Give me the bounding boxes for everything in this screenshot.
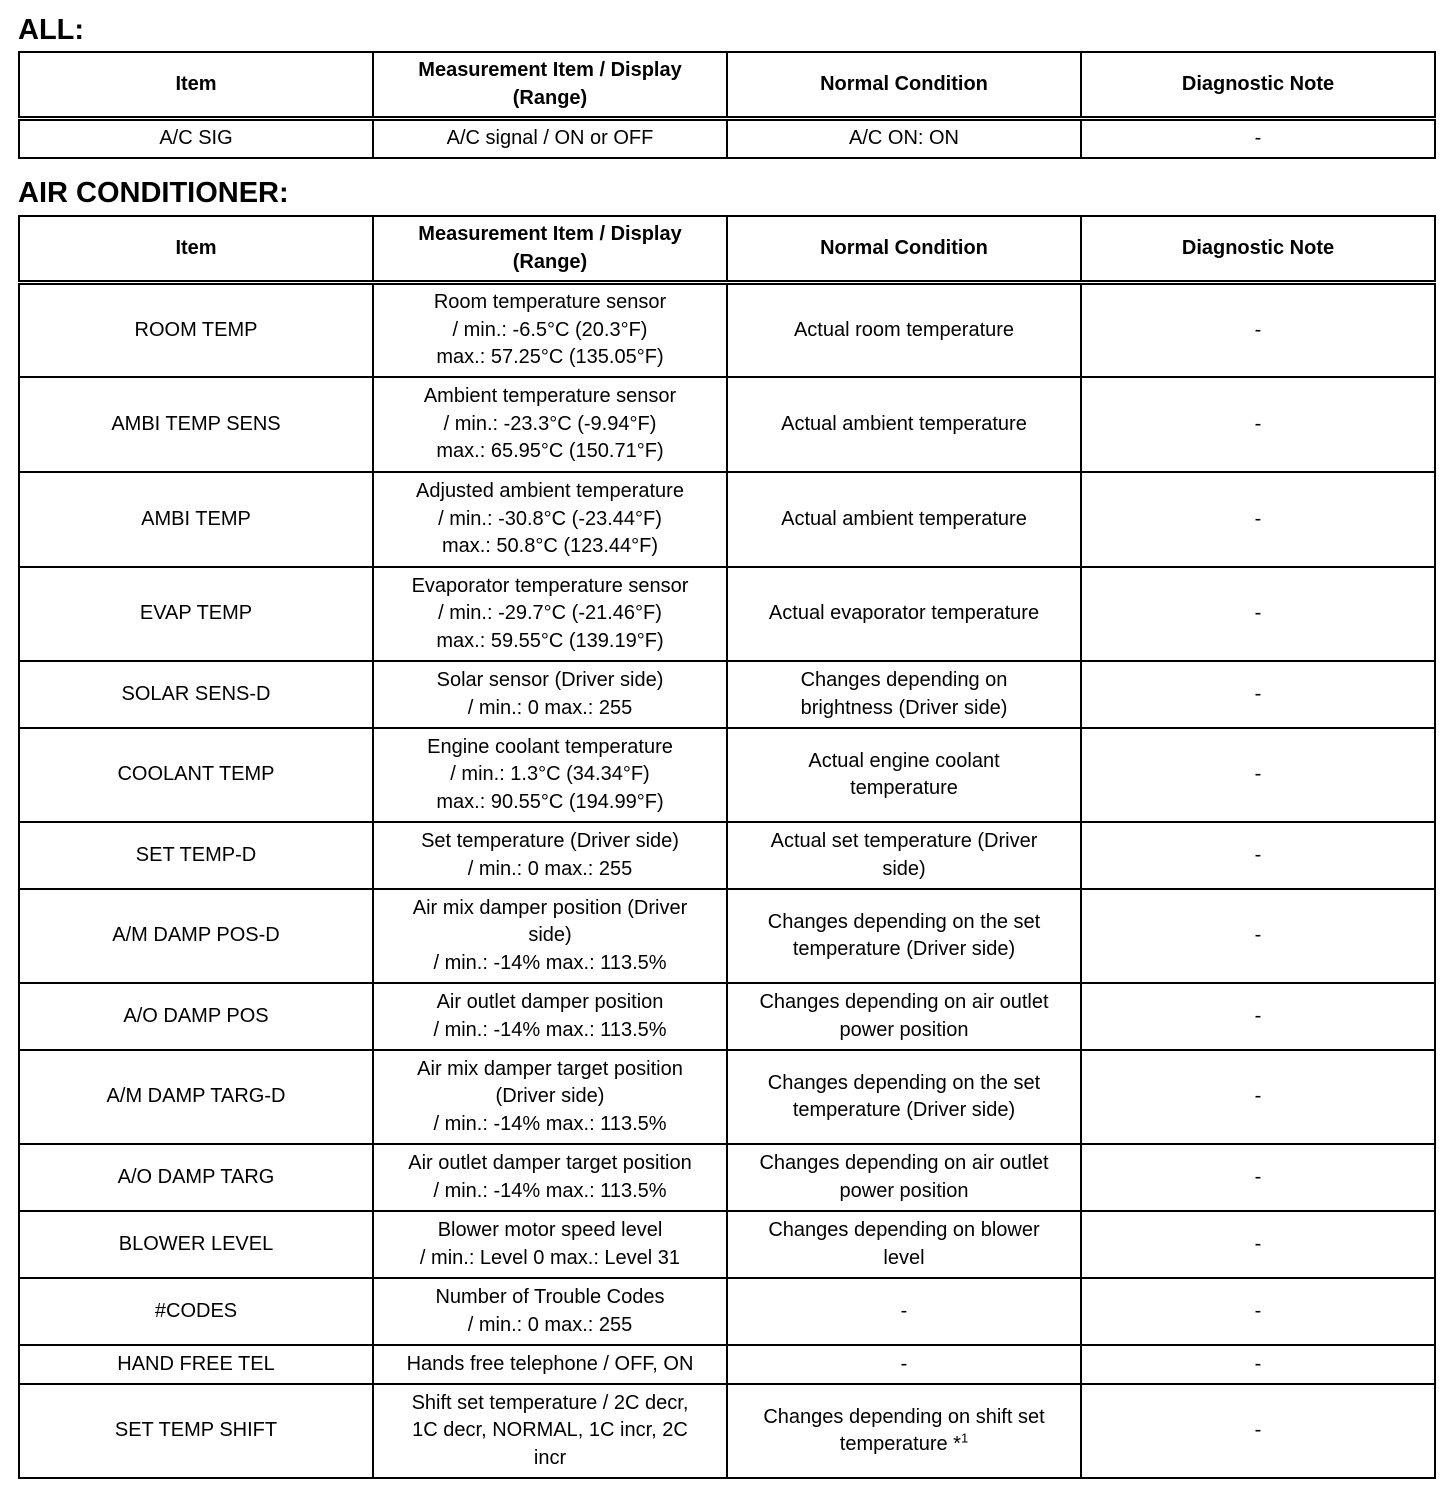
table-row [19, 728, 1435, 822]
cell-line-text: power position [839, 1179, 969, 1202]
table-row [19, 1384, 1435, 1478]
cell-diagnostic-note: - [1081, 282, 1435, 377]
cell-diagnostic-note: - [1081, 1144, 1435, 1211]
cell-item: A/O DAMP TARG [19, 1144, 373, 1211]
header-item: Item [19, 216, 373, 282]
cell-line-text: Actual room temperature [793, 318, 1015, 341]
cell-item: EVAP TEMP [19, 567, 373, 661]
cell-diagnostic-note: - [1081, 1384, 1435, 1478]
cell-line-text: Changes depending on [800, 669, 1008, 691]
table-row [19, 661, 1435, 728]
table-row [19, 983, 1435, 1050]
cell-line-text: temperature [850, 777, 958, 799]
header-measurement: Measurement Item / Display (Range) [373, 52, 727, 118]
cell-diagnostic-note: - [1081, 822, 1435, 889]
cell-normal-condition [727, 889, 1081, 983]
cell-line-text: Changes depending on the set [767, 910, 1041, 933]
section-title-air-conditioner: AIR CONDITIONER: [18, 177, 289, 209]
cell-line-text: Actual ambient temperature [781, 507, 1027, 530]
cell-line: Air outlet damper target position [408, 1152, 692, 1174]
cell-line-text: A/C ON: ON [848, 127, 959, 149]
cell-line-text: Actual ambient temperature [781, 412, 1027, 435]
cell-item: #CODES [19, 1278, 373, 1345]
cell-measurement [373, 728, 727, 822]
cell-line [734, 775, 1074, 803]
cell-normal-condition [727, 1050, 1081, 1144]
cell-line-text: Changes depending on shift set [763, 1405, 1045, 1428]
table-row [19, 889, 1435, 983]
cell-line [734, 125, 1074, 153]
cell-line [734, 600, 1074, 628]
cell-measurement [373, 118, 727, 158]
cell-item: SET TEMP SHIFT [19, 1384, 373, 1478]
cell-line: Set temperature (Driver side) [421, 830, 679, 852]
cell-line: Blower motor speed level [437, 1219, 663, 1241]
cell-line: Evaporator temperature sensor [411, 574, 689, 597]
cell-item: ROOM TEMP [19, 282, 373, 377]
cell-line [734, 856, 1074, 884]
cell-normal-condition [727, 377, 1081, 472]
table-all [18, 51, 1436, 159]
cell-measurement [373, 661, 727, 728]
cell-line-text: Changes depending on blower [768, 1219, 1040, 1241]
cell-diagnostic-note: - [1081, 1278, 1435, 1345]
cell-line [734, 1150, 1074, 1178]
cell-line-text: Actual evaporator temperature [768, 602, 1040, 625]
cell-measurement [373, 472, 727, 567]
cell-line: side) [528, 924, 572, 947]
cell-normal-condition [727, 1144, 1081, 1211]
cell-measurement [373, 1384, 727, 1478]
table-row [19, 1278, 1435, 1345]
cell-line: Adjusted ambient temperature [416, 480, 684, 503]
cell-diagnostic-note: - [1081, 118, 1435, 158]
cell-line: (Driver side) [495, 1085, 605, 1108]
cell-measurement [373, 822, 727, 889]
cell-normal-condition [727, 472, 1081, 567]
cell-item: AMBI TEMP [19, 472, 373, 567]
cell-line [734, 909, 1074, 937]
cell-measurement [373, 983, 727, 1050]
table-row [19, 472, 1435, 567]
cell-item: A/C SIG [19, 118, 373, 158]
cell-line: max.: 59.55°C (139.19°F) [436, 629, 664, 652]
cell-normal-condition [727, 118, 1081, 158]
cell-diagnostic-note: - [1081, 889, 1435, 983]
cell-line-text: temperature * [839, 1433, 961, 1455]
cell-measurement [373, 889, 727, 983]
cell-measurement [373, 567, 727, 661]
cell-line [734, 411, 1074, 439]
table-row [19, 822, 1435, 889]
cell-line [734, 1404, 1074, 1432]
cell-measurement [373, 282, 727, 377]
cell-line [734, 828, 1074, 856]
cell-line: max.: 65.95°C (150.71°F) [436, 440, 664, 463]
section-title-all: ALL: [18, 14, 85, 46]
cell-measurement [373, 1278, 727, 1345]
cell-line: / min.: 0 max.: 255 [467, 696, 633, 719]
cell-item: SET TEMP-D [19, 822, 373, 889]
cell-line-text: brightness (Driver side) [800, 696, 1008, 719]
cell-line [734, 1070, 1074, 1098]
cell-normal-condition [727, 728, 1081, 822]
cell-line: max.: 90.55°C (194.99°F) [436, 790, 664, 813]
cell-line [734, 695, 1074, 723]
cell-measurement [373, 377, 727, 472]
cell-line: max.: 57.25°C (135.05°F) [436, 346, 664, 368]
cell-line: Shift set temperature / 2C decr, [411, 1391, 689, 1414]
cell-line-text: Changes depending on the set [767, 1071, 1041, 1094]
cell-normal-condition [727, 1211, 1081, 1278]
cell-line: / min.: -29.7°C (-21.46°F) [438, 602, 662, 625]
cell-item: A/M DAMP TARG-D [19, 1050, 373, 1144]
cell-line [734, 506, 1074, 534]
cell-line-text: temperature (Driver side) [792, 938, 1016, 960]
cell-diagnostic-note: - [1081, 1211, 1435, 1278]
cell-line-text: level [883, 1246, 925, 1269]
cell-line: / min.: -14% max.: 113.5% [433, 1112, 667, 1135]
cell-line: / min.: -14% max.: 113.5% [433, 1179, 667, 1202]
cell-item: BLOWER LEVEL [19, 1211, 373, 1278]
header-measurement: Measurement Item / Display (Range) [373, 216, 727, 282]
cell-line: Air outlet damper position [436, 991, 664, 1013]
cell-line: incr [533, 1446, 567, 1469]
cell-item: SOLAR SENS-D [19, 661, 373, 728]
table-row [19, 1211, 1435, 1278]
cell-item: COOLANT TEMP [19, 728, 373, 822]
cell-line: Room temperature sensor [433, 291, 667, 313]
cell-item: HAND FREE TEL [19, 1345, 373, 1384]
cell-line [734, 748, 1074, 776]
cell-line [734, 1017, 1074, 1045]
cell-line [734, 1431, 1074, 1459]
header-diagnostic-note: Diagnostic Note [1081, 216, 1435, 282]
table-row [19, 1345, 1435, 1384]
cell-line: Engine coolant temperature [427, 735, 673, 758]
cell-item: A/M DAMP POS-D [19, 889, 373, 983]
cell-line: Solar sensor (Driver side) [436, 669, 664, 691]
cell-line [734, 1217, 1074, 1245]
cell-line-text: Changes depending on air outlet [759, 1152, 1049, 1174]
cell-line-text: - [900, 1352, 908, 1375]
cell-measurement [373, 1050, 727, 1144]
cell-line: A/C signal / ON or OFF [446, 127, 654, 149]
header-normal-condition: Normal Condition [727, 216, 1081, 282]
cell-line: / min.: -14% max.: 113.5% [433, 951, 667, 974]
cell-line [734, 667, 1074, 695]
cell-line-text: power position [839, 1018, 969, 1041]
cell-normal-condition [727, 983, 1081, 1050]
cell-diagnostic-note: - [1081, 567, 1435, 661]
table-row [19, 1050, 1435, 1144]
cell-line-text: temperature (Driver side) [792, 1099, 1016, 1121]
cell-diagnostic-note: - [1081, 728, 1435, 822]
cell-measurement [373, 1211, 727, 1278]
cell-normal-condition [727, 282, 1081, 377]
cell-line: / min.: 1.3°C (34.34°F) [450, 763, 650, 786]
table-row [19, 1144, 1435, 1211]
table-row [19, 377, 1435, 472]
cell-diagnostic-note: - [1081, 983, 1435, 1050]
cell-line [734, 936, 1074, 964]
cell-normal-condition [727, 1384, 1081, 1478]
cell-normal-condition [727, 822, 1081, 889]
cell-line-text: Actual set temperature (Driver [770, 830, 1038, 852]
header-normal-condition: Normal Condition [727, 52, 1081, 118]
table-row [19, 567, 1435, 661]
cell-line-text: Actual engine coolant [808, 749, 1000, 772]
cell-diagnostic-note: - [1081, 661, 1435, 728]
cell-line: max.: 50.8°C (123.44°F) [441, 535, 659, 558]
header-diagnostic-note: Diagnostic Note [1081, 52, 1435, 118]
cell-diagnostic-note: - [1081, 472, 1435, 567]
cell-item: AMBI TEMP SENS [19, 377, 373, 472]
cell-normal-condition [727, 1345, 1081, 1384]
cell-item: A/O DAMP POS [19, 983, 373, 1050]
cell-line: 1C decr, NORMAL, 1C incr, 2C [412, 1419, 688, 1442]
cell-diagnostic-note: - [1081, 1345, 1435, 1384]
cell-normal-condition [727, 567, 1081, 661]
table-row [19, 282, 1435, 377]
cell-line: / min.: Level 0 max.: Level 31 [419, 1246, 681, 1269]
table-air-conditioner-body [19, 282, 1435, 1478]
cell-line [734, 1351, 1074, 1379]
table-all-body [19, 118, 1435, 158]
cell-line: / min.: -6.5°C (20.3°F) [452, 318, 648, 341]
cell-line: Ambient temperature sensor [423, 385, 677, 408]
cell-line [734, 1245, 1074, 1273]
cell-line: Number of Trouble Codes [435, 1286, 665, 1308]
cell-line: Air mix damper position (Driver [412, 896, 688, 919]
cell-diagnostic-note: - [1081, 1050, 1435, 1144]
cell-line [734, 1298, 1074, 1326]
cell-line: / min.: -23.3°C (-9.94°F) [443, 412, 657, 435]
table-air-conditioner [18, 215, 1436, 1479]
header-item: Item [19, 52, 373, 118]
cell-line: / min.: -14% max.: 113.5% [433, 1018, 667, 1041]
cell-line [734, 1178, 1074, 1206]
cell-line: / min.: 0 max.: 255 [467, 857, 633, 880]
cell-line [734, 1097, 1074, 1125]
cell-line-text: - [900, 1299, 908, 1322]
cell-diagnostic-note: - [1081, 377, 1435, 472]
cell-measurement [373, 1345, 727, 1384]
table-row [19, 118, 1435, 158]
cell-line [734, 989, 1074, 1017]
cell-line: / min.: 0 max.: 255 [467, 1313, 633, 1336]
cell-line: / min.: -30.8°C (-23.44°F) [438, 507, 662, 530]
cell-line-text: side) [882, 857, 926, 880]
cell-line [734, 317, 1074, 345]
cell-line-text: Changes depending on air outlet [759, 991, 1049, 1013]
cell-measurement [373, 1144, 727, 1211]
cell-line: Air mix damper target position [417, 1057, 683, 1080]
cell-normal-condition [727, 661, 1081, 728]
footnote-marker: 1 [960, 1430, 969, 1446]
cell-normal-condition [727, 1278, 1081, 1345]
cell-line: Hands free telephone / OFF, ON [406, 1352, 694, 1375]
